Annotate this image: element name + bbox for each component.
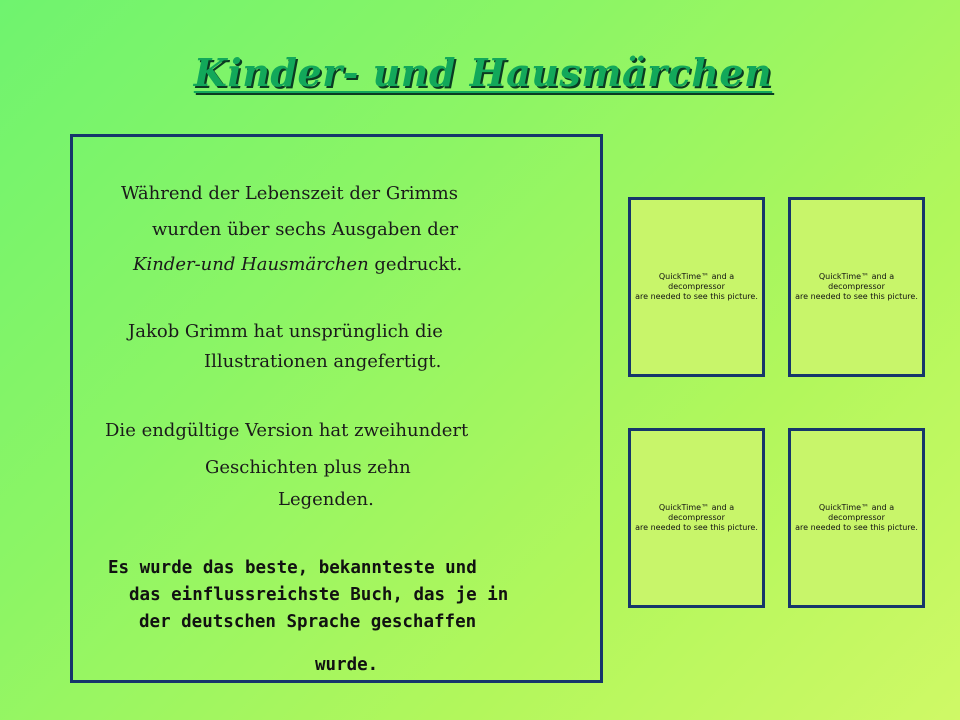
paragraph-3-line-1: Die endgültige Version hat zweihundert: [105, 420, 469, 441]
paragraph-4-line-4: wurde.: [315, 655, 379, 675]
paragraph-1-line-1: Während der Lebenszeit der Grimms: [121, 183, 458, 204]
paragraph-2-line-2: Illustrationen angefertigt.: [204, 351, 442, 372]
placeholder-line-1: QuickTime™ and a: [658, 503, 735, 512]
placeholder-line-1: QuickTime™ and a: [658, 272, 735, 281]
picture-placeholder: [628, 428, 765, 608]
placeholder-line-3: are needed to see this picture.: [795, 292, 918, 301]
placeholder-line-3: are needed to see this picture.: [635, 292, 758, 301]
paragraph-1-line-3: [133, 254, 462, 275]
placeholder-line-3: are needed to see this picture.: [635, 523, 758, 532]
picture-placeholder: [788, 197, 925, 377]
paragraph-1-line-3-rest: gedruckt.: [368, 254, 463, 275]
picture-placeholder: [788, 428, 925, 608]
placeholder-line-1: QuickTime™ and a: [818, 503, 895, 512]
paragraph-4-line-3: der deutschen Sprache geschaffen: [139, 612, 477, 632]
placeholder-line-1: QuickTime™ and a: [818, 272, 895, 281]
paragraph-3-line-3: Legenden.: [278, 489, 374, 510]
text-box: [70, 134, 603, 683]
picture-placeholder: [628, 197, 765, 377]
placeholder-line-2: decompressor: [828, 513, 885, 522]
paragraph-4-line-2: das einflussreichste Buch, das je in: [129, 585, 509, 605]
book-title-italic: Kinder-und Hausmärchen: [133, 254, 369, 275]
paragraph-4-line-1: Es wurde das beste, bekannteste und: [108, 558, 477, 578]
placeholder-line-3: are needed to see this picture.: [795, 523, 918, 532]
placeholder-line-2: decompressor: [668, 513, 725, 522]
paragraph-2-line-1: Jakob Grimm hat unsprünglich die: [128, 321, 443, 342]
placeholder-line-2: decompressor: [668, 282, 725, 291]
slide-title: Kinder- und Hausmärchen: [193, 50, 773, 95]
paragraph-3-line-2: Geschichten plus zehn: [205, 457, 411, 478]
paragraph-1-line-2: wurden über sechs Ausgaben der: [152, 219, 459, 240]
placeholder-line-2: decompressor: [828, 282, 885, 291]
